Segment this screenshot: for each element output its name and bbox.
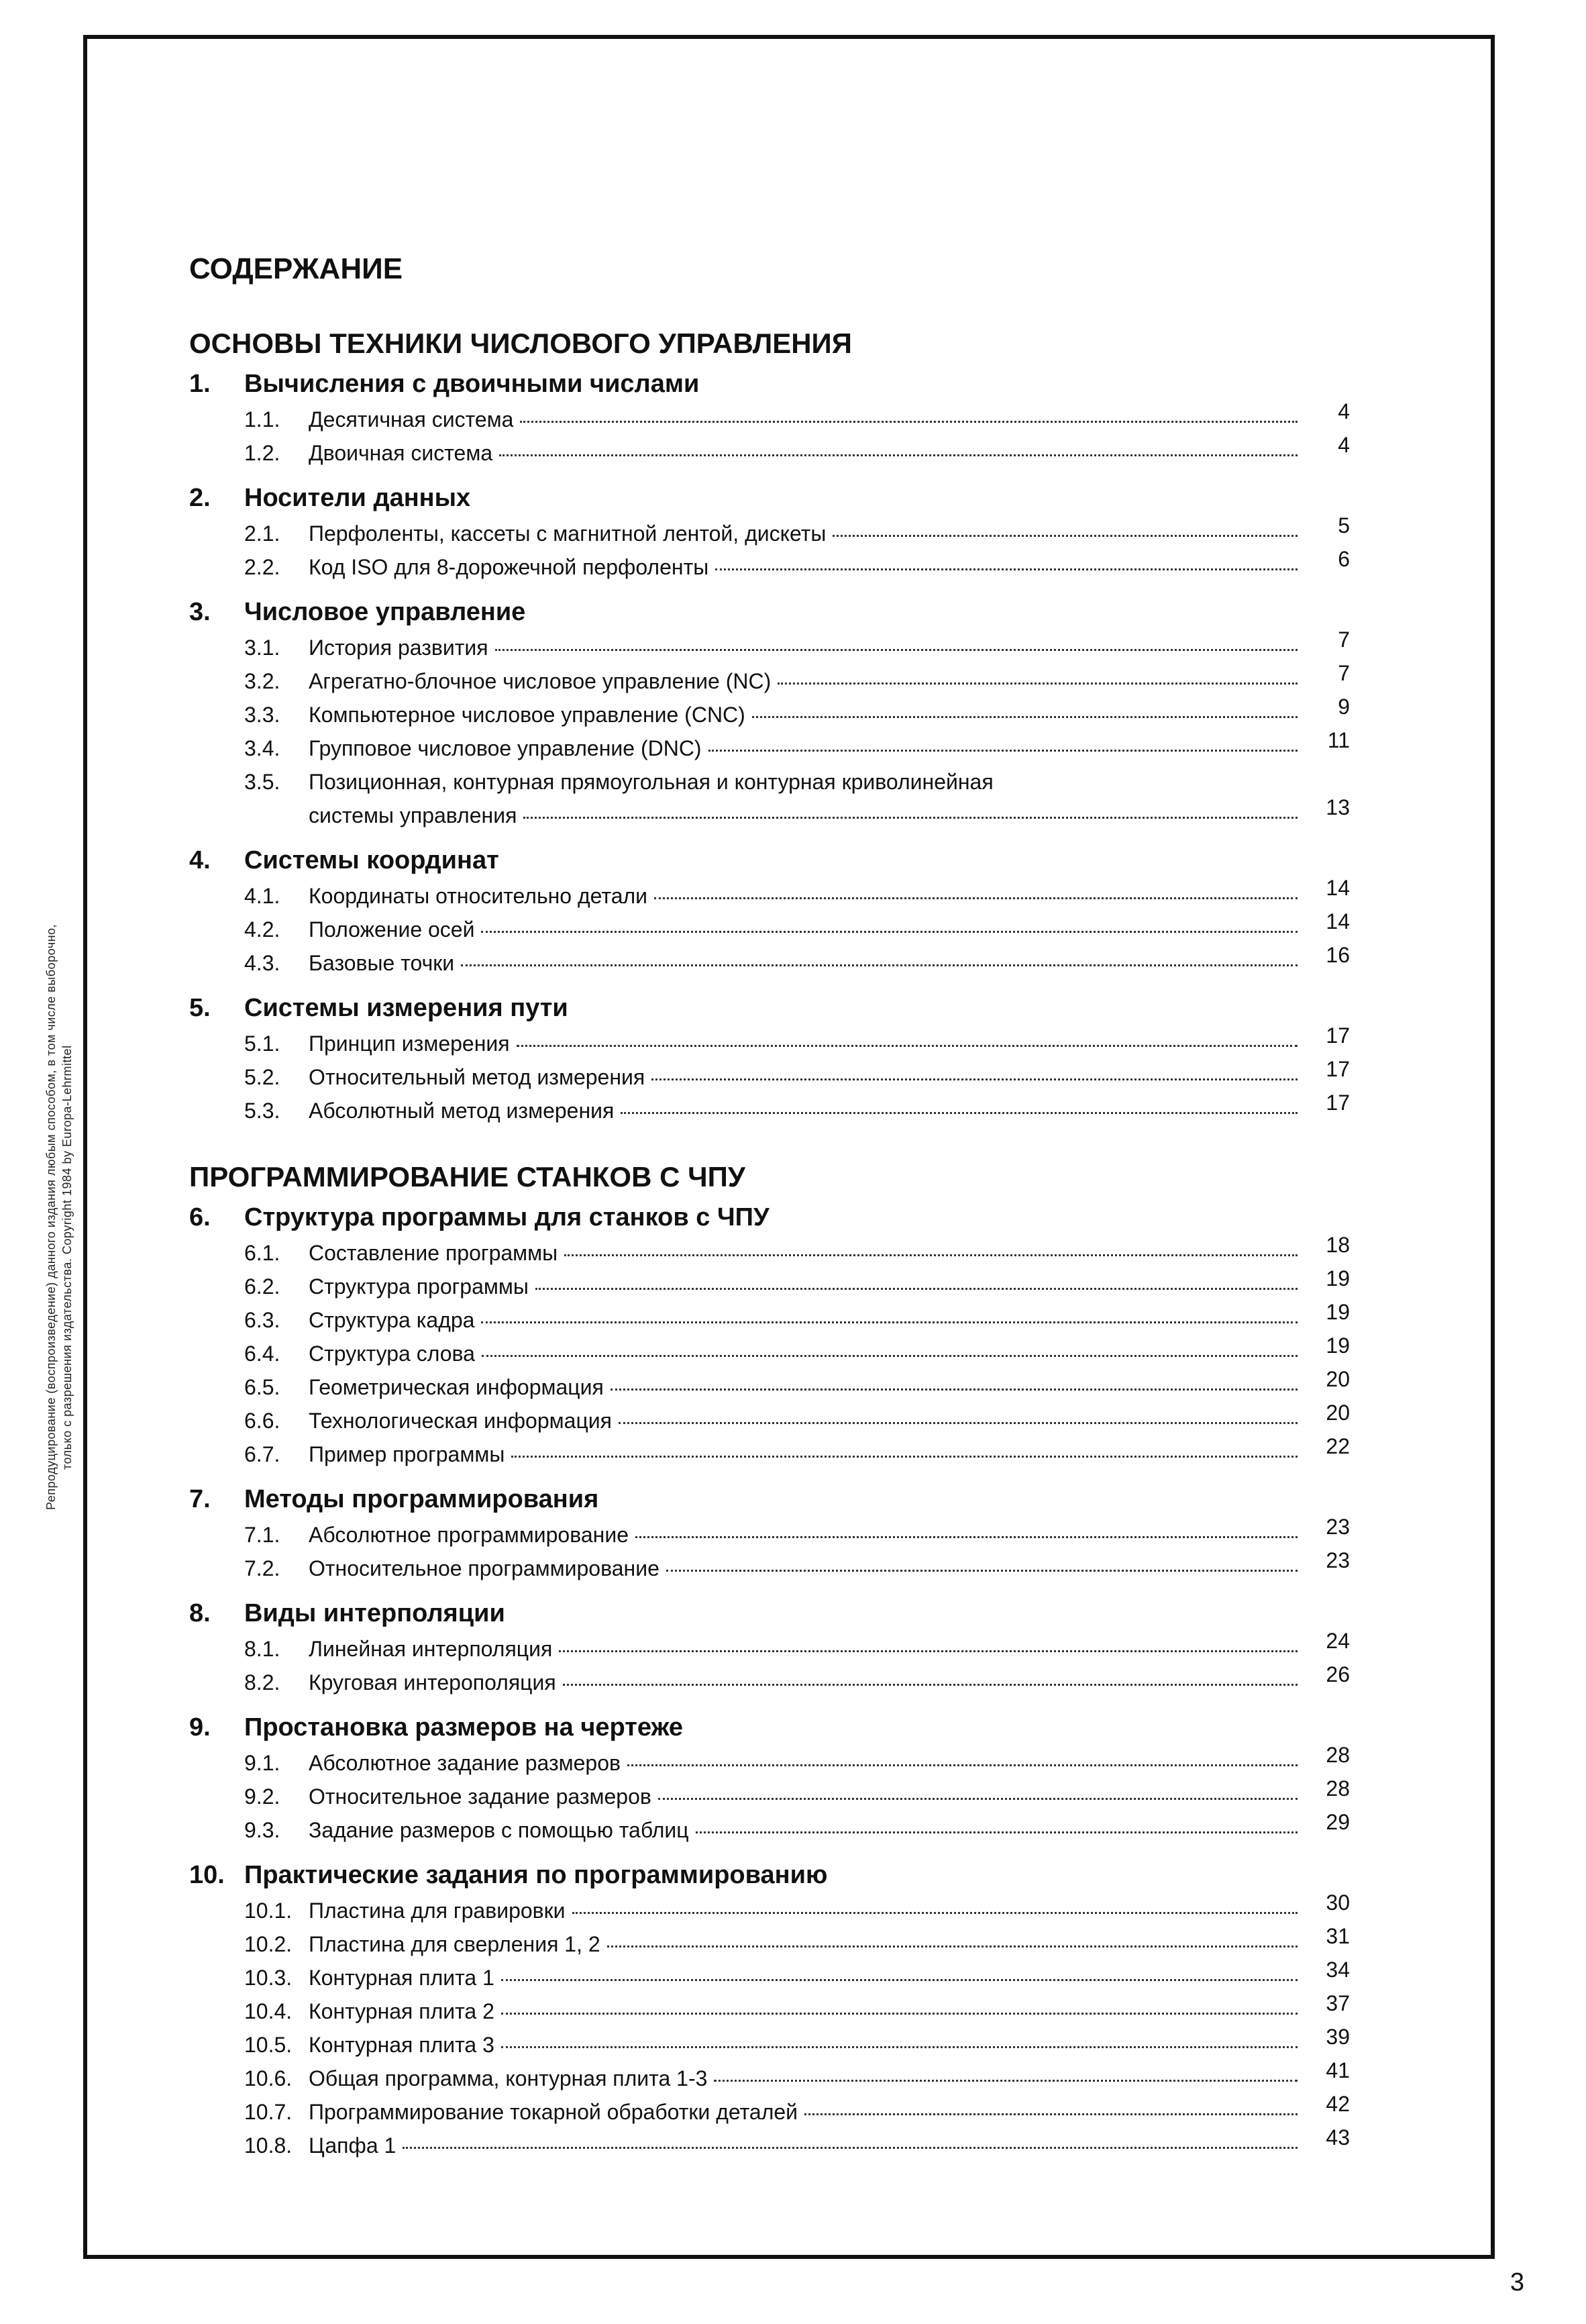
entry-number: 4.2.: [244, 917, 280, 942]
entry-page-number: 18: [1326, 1233, 1350, 1257]
toc-entry: [189, 399, 1350, 436]
entry-page-number: 34: [1326, 1958, 1350, 1982]
part-1-title: ОСНОВЫ ТЕХНИКИ ЧИСЛОВОГО УПРАВЛЕНИЯ: [189, 327, 852, 359]
entry-page-number: 26: [1326, 1662, 1350, 1686]
chapter-title: Системы координат: [244, 846, 499, 874]
dot-leader: [804, 2113, 1298, 2115]
dot-leader: [481, 931, 1298, 933]
part-2-title: ПРОГРАММИРОВАНИЕ СТАНКОВ С ЧПУ: [189, 1161, 745, 1193]
toc-entry: [189, 1266, 1350, 1303]
entry-title: Десятичная система: [309, 407, 514, 432]
chapter-heading: [189, 365, 1350, 403]
entry-number: 4.3.: [244, 951, 280, 975]
entry-number: 10.4.: [244, 1999, 293, 2023]
entry-title: Координаты относительно детали: [309, 884, 648, 908]
dot-leader: [714, 2080, 1298, 2082]
dot-leader: [572, 1912, 1298, 1914]
entry-title: Положение осей: [309, 917, 475, 942]
dot-leader: [715, 568, 1298, 570]
dot-leader: [481, 1321, 1298, 1323]
entry-title-continued: системы управления: [309, 803, 517, 827]
entry-title: Абсолютное задание размеров: [309, 1751, 621, 1775]
entry-title: Агрегатно-блочное числовое управление (NC): [309, 669, 772, 693]
entry-number: 10.1.: [244, 1899, 293, 1923]
entry-title: Базовые точки: [309, 951, 455, 975]
dot-leader: [563, 1684, 1298, 1686]
toc-entry: [189, 1958, 1350, 1994]
dot-leader: [635, 1536, 1298, 1538]
chapter-title: Практические задания по программированию: [244, 1861, 828, 1889]
dot-leader: [752, 716, 1298, 718]
chapter-title: Методы программирования: [244, 1485, 599, 1513]
entry-title: Программирование токарной обработки деталей: [309, 2100, 798, 2124]
entry-number: 6.5.: [244, 1375, 280, 1399]
toc-entry: [189, 1057, 1350, 1094]
dot-leader: [499, 454, 1298, 456]
chapter-number: 2.: [189, 484, 211, 512]
entry-page-number: 5: [1338, 513, 1350, 538]
dot-leader: [501, 2013, 1298, 2015]
toc-entry: [189, 513, 1350, 550]
entry-page-number: 19: [1326, 1266, 1350, 1291]
entry-title: Двоичная система: [309, 441, 493, 465]
entry-title: Структура программы: [309, 1274, 529, 1299]
dot-leader: [559, 1650, 1298, 1652]
toc-entry: [189, 1300, 1350, 1337]
entry-number: 3.2.: [244, 669, 280, 693]
chapter-heading: [189, 1709, 1350, 1746]
toc-entry: [189, 433, 1350, 470]
entry-page-number: 19: [1326, 1333, 1350, 1358]
entry-number: 10.8.: [244, 2133, 293, 2158]
toc-entry: [189, 1991, 1350, 2028]
dot-leader: [833, 535, 1298, 537]
dot-leader: [666, 1570, 1298, 1572]
entry-page-number: 20: [1326, 1367, 1350, 1391]
dot-leader: [535, 1288, 1298, 1290]
dot-leader: [511, 1456, 1298, 1458]
entry-title: Принцип измерения: [309, 1031, 510, 1056]
dot-leader: [658, 1798, 1298, 1800]
toc-entry: [189, 547, 1350, 584]
entry-page-number: 23: [1326, 1548, 1350, 1572]
entry-title: Структура слова: [309, 1342, 475, 1366]
entry-title: Абсолютный метод измерения: [309, 1099, 615, 1123]
entry-title: Технологическая информация: [309, 1409, 612, 1433]
toc-entry: [189, 1091, 1350, 1127]
toc-entry: [189, 1233, 1350, 1270]
toc-entry: [189, 1629, 1350, 1666]
entry-number: 10.3.: [244, 1966, 293, 1990]
entry-page-number: 6: [1338, 547, 1350, 571]
entry-number: 7.1.: [244, 1523, 280, 1547]
dot-leader: [621, 1112, 1298, 1114]
entry-page-number: 20: [1326, 1401, 1350, 1425]
entry-page-number: 31: [1326, 1924, 1350, 1948]
toc-entry: [189, 2092, 1350, 2129]
entry-title: Контурная плита 2: [309, 1999, 494, 2023]
toc-entry: [189, 876, 1350, 913]
entry-number: 8.1.: [244, 1637, 280, 1661]
entry-number: 5.1.: [244, 1031, 280, 1056]
chapter-number: 5.: [189, 994, 211, 1022]
entry-title: Относительный метод измерения: [309, 1065, 645, 1089]
chapter-number: 9.: [189, 1713, 211, 1741]
chapter-number: 8.: [189, 1599, 211, 1627]
part-2-chapters: [189, 1199, 1350, 2162]
entry-page-number: 17: [1326, 1091, 1350, 1115]
dot-leader: [523, 817, 1298, 819]
chapter-title: Виды интерполяции: [244, 1599, 505, 1627]
copyright-note: [43, 705, 75, 1510]
toc-entry: [189, 1924, 1350, 1961]
entry-number: 5.2.: [244, 1065, 280, 1089]
entry-number: 7.2.: [244, 1556, 280, 1580]
toc-entry: [189, 1515, 1350, 1552]
dot-leader: [482, 1355, 1298, 1357]
entry-number: 9.1.: [244, 1751, 280, 1775]
entry-page-number: 11: [1327, 728, 1350, 752]
entry-number: 2.2.: [244, 555, 280, 579]
page-number: 3: [1510, 2268, 1524, 2296]
chapter-title: Числовое управление: [244, 598, 526, 626]
dot-leader: [654, 897, 1298, 899]
entry-page-number: 41: [1326, 2058, 1350, 2082]
dot-leader: [651, 1078, 1298, 1080]
entry-page-number: 9: [1338, 695, 1350, 719]
toc-entry: [189, 1023, 1350, 1060]
toc-entry: [189, 1367, 1350, 1404]
entry-title: Цапфа 1: [309, 2133, 396, 2158]
dot-leader: [520, 421, 1298, 423]
entry-number: 6.1.: [244, 1241, 280, 1265]
dot-leader: [461, 964, 1298, 966]
entry-number: 2.1.: [244, 521, 280, 546]
chapter-title: Вычисления с двоичными числами: [244, 370, 700, 398]
chapter-heading: [189, 842, 1350, 879]
entry-number: 5.3.: [244, 1099, 280, 1123]
dot-leader: [619, 1422, 1298, 1424]
entry-page-number: 42: [1326, 2092, 1350, 2116]
entry-page-number: 7: [1338, 627, 1350, 652]
entry-title: Контурная плита 1: [309, 1966, 494, 1990]
entry-page-number: 28: [1326, 1743, 1350, 1767]
entry-number: 4.1.: [244, 884, 280, 908]
dot-leader: [778, 683, 1298, 685]
entry-title: Перфоленты, кассеты с магнитной лентой, дискеты: [309, 521, 827, 546]
chapter-heading: [189, 593, 1350, 631]
entry-page-number: 39: [1326, 2025, 1350, 2049]
toc-entry: [189, 661, 1350, 698]
entry-page-number: 4: [1338, 399, 1350, 423]
toc-entry: [189, 627, 1350, 664]
chapter-heading: [189, 1595, 1350, 1632]
chapter-title: Носители данных: [244, 484, 471, 512]
entry-number: 9.3.: [244, 1818, 280, 1842]
chapter-number: 6.: [189, 1203, 211, 1231]
chapter-number: 10.: [189, 1861, 225, 1889]
entry-page-number: 24: [1326, 1629, 1350, 1653]
dot-leader: [607, 1946, 1298, 1948]
entry-title: Контурная плита 3: [309, 2033, 494, 2057]
toc-entry: [189, 1810, 1350, 1847]
entry-number: 10.2.: [244, 1932, 293, 1956]
entry-title: Линейная интерполяция: [309, 1637, 553, 1661]
chapter-heading: [189, 1480, 1350, 1518]
entry-page-number: 14: [1326, 909, 1350, 933]
toc-entry: [189, 943, 1350, 980]
toc-entry: [189, 1401, 1350, 1437]
entry-page-number: 30: [1326, 1890, 1350, 1915]
entry-number: 3.4.: [244, 736, 280, 760]
entry-title: Составление программы: [309, 1241, 558, 1265]
chapter-number: 7.: [189, 1485, 211, 1513]
entry-title: Абсолютное программирование: [309, 1523, 629, 1547]
entry-number: 10.7.: [244, 2100, 293, 2124]
entry-page-number: 28: [1326, 1776, 1350, 1801]
dot-leader: [501, 2046, 1298, 2048]
toc-title: СОДЕРЖАНИЕ: [189, 252, 403, 285]
dot-leader: [708, 750, 1298, 752]
entry-page-number: 4: [1338, 433, 1350, 457]
toc-entry: [189, 2058, 1350, 2095]
part-1-chapters: [189, 365, 1350, 1127]
toc-entry: [189, 2125, 1350, 2162]
entry-title: Позиционная, контурная прямоугольная и контурная криволинейная: [309, 770, 994, 794]
entry-number: 6.6.: [244, 1409, 280, 1433]
entry-title: Задание размеров с помощью таблиц: [309, 1818, 689, 1842]
entry-page-number: 19: [1326, 1300, 1350, 1324]
toc-entry: [189, 1890, 1350, 1927]
toc-entry: [189, 1434, 1350, 1471]
toc-entry: [189, 1776, 1350, 1813]
entry-title: Пластина для сверления 1, 2: [309, 1932, 600, 1956]
entry-page-number: 29: [1326, 1810, 1350, 1834]
toc-entry: [189, 695, 1350, 731]
entry-title: Групповое числовое управление (DNC): [309, 736, 702, 760]
entry-page-number: 22: [1326, 1434, 1350, 1458]
dot-leader: [495, 649, 1298, 651]
entry-number: 6.7.: [244, 1442, 280, 1466]
entry-number: 6.4.: [244, 1342, 280, 1366]
chapter-heading: [189, 1856, 1350, 1894]
entry-page-number: 23: [1326, 1515, 1350, 1539]
table-of-contents: [189, 250, 1350, 2162]
copyright-note-line-1: Репродуцирование (воспроизведение) данного издания любым способом, в том числе выборочно,: [44, 923, 58, 1510]
chapter-number: 1.: [189, 370, 211, 398]
entry-number: 10.6.: [244, 2066, 293, 2090]
copyright-note-line-2: только с разрешения издательства. Copyright 1984 by Europa-Lehrmittel: [60, 1045, 74, 1470]
entry-number: 3.5.: [244, 770, 280, 794]
dot-leader: [696, 1831, 1298, 1833]
dot-leader: [403, 2147, 1298, 2149]
entry-title: Относительное программирование: [309, 1556, 659, 1580]
entry-page-number: 13: [1326, 795, 1350, 819]
toc-entry: [189, 1333, 1350, 1370]
toc-entry: [189, 795, 1350, 832]
dot-leader: [517, 1045, 1298, 1047]
toc-entry: [189, 2025, 1350, 2062]
entry-title: Структура кадра: [309, 1308, 475, 1332]
dot-leader: [501, 1979, 1298, 1981]
toc-entry: [189, 909, 1350, 946]
entry-title: Общая программа, контурная плита 1-3: [309, 2066, 708, 2090]
dot-leader: [627, 1764, 1298, 1766]
entry-number: 3.1.: [244, 636, 280, 660]
entry-title: Компьютерное числовое управление (CNC): [309, 703, 745, 727]
entry-number: 6.3.: [244, 1308, 280, 1332]
entry-title: История развития: [309, 636, 488, 660]
entry-number: 1.2.: [244, 441, 280, 465]
entry-page-number: 37: [1326, 1991, 1350, 2015]
entry-number: 3.3.: [244, 703, 280, 727]
chapter-heading: [189, 1199, 1350, 1236]
entry-title: Круговая интерополяция: [309, 1670, 556, 1695]
toc-entry: [189, 1662, 1350, 1699]
entry-page-number: 7: [1338, 661, 1350, 685]
toc-entry: [189, 728, 1350, 765]
entry-number: 10.5.: [244, 2033, 293, 2057]
chapter-number: 4.: [189, 846, 211, 874]
chapter-heading: [189, 989, 1350, 1027]
dot-leader: [564, 1254, 1298, 1256]
entry-number: 8.2.: [244, 1670, 280, 1695]
entry-page-number: 14: [1326, 876, 1350, 900]
entry-page-number: 43: [1326, 2125, 1350, 2150]
chapter-title: Простановка размеров на чертеже: [244, 1713, 684, 1741]
entry-number: 1.1.: [244, 407, 280, 432]
entry-page-number: 17: [1326, 1023, 1350, 1048]
chapter-heading: [189, 479, 1350, 517]
chapter-title: Системы измерения пути: [244, 994, 568, 1022]
chapter-number: 3.: [189, 598, 211, 626]
entry-number: 6.2.: [244, 1274, 280, 1299]
entry-title: Пластина для гравировки: [309, 1899, 566, 1923]
chapter-title: Структура программы для станков с ЧПУ: [244, 1203, 770, 1231]
entry-title: Геометрическая информация: [309, 1375, 604, 1399]
toc-entry: [189, 1743, 1350, 1780]
dot-leader: [611, 1388, 1298, 1391]
entry-title: Пример программы: [309, 1442, 505, 1466]
toc-entry: [189, 1548, 1350, 1585]
entry-title: Относительное задание размеров: [309, 1784, 651, 1809]
toc-entry-line: [189, 765, 1350, 799]
entry-page-number: 17: [1326, 1057, 1350, 1081]
entry-number: 9.2.: [244, 1784, 280, 1809]
entry-page-number: 16: [1326, 943, 1350, 967]
entry-title: Код ISO для 8-дорожечной перфоленты: [309, 555, 709, 579]
